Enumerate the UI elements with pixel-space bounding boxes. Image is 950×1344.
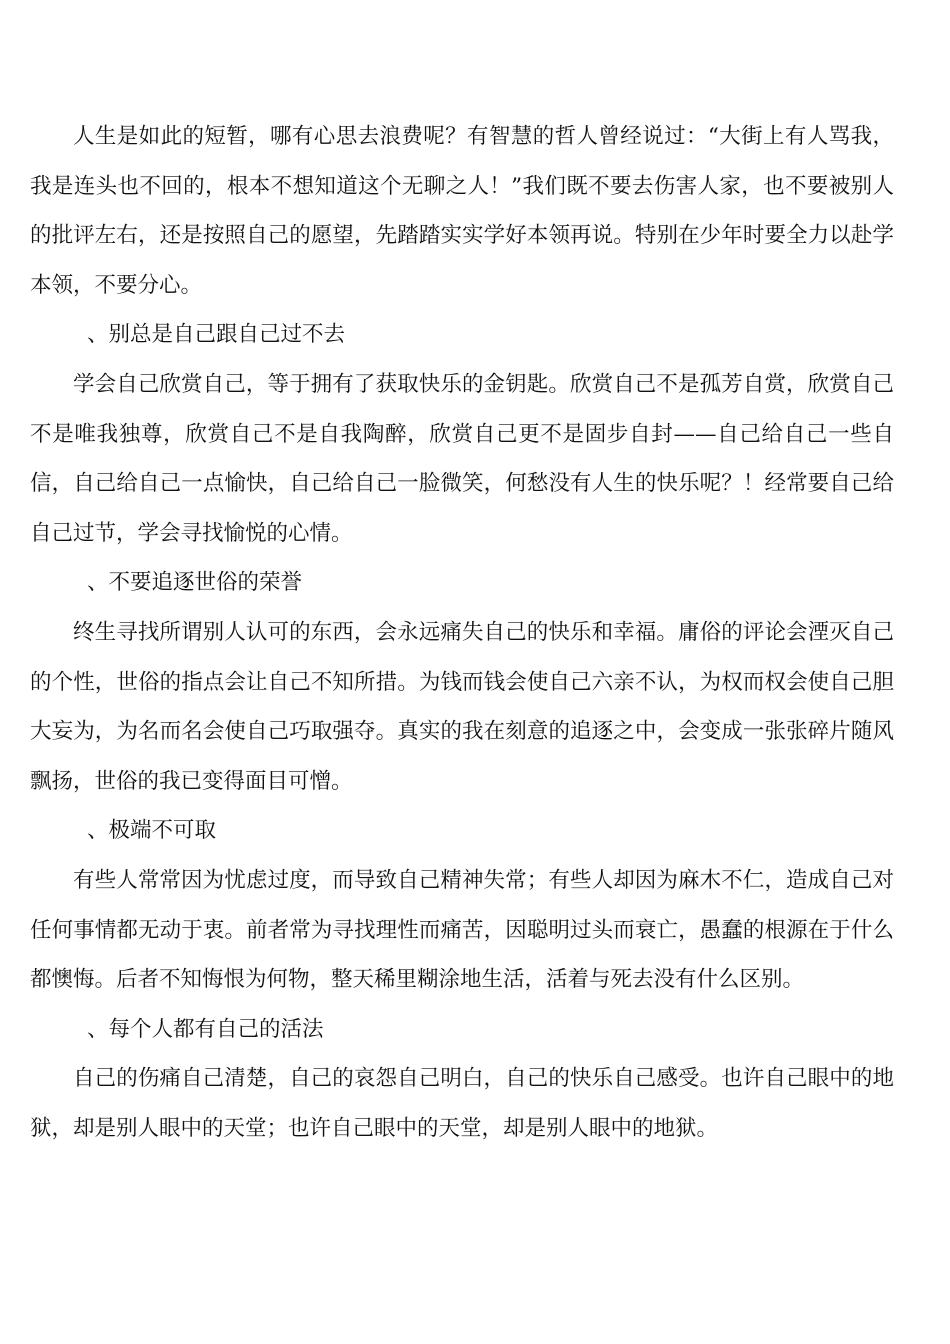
paragraph-extremes: 有些人常常因为忧虑过度，而导致自己精神失常；有些人却因为麻木不仁，造成自己对任何事情都无动于衷。前者常为寻找理性而痛苦，因聪明过头而衰亡，愚蠢的根源在于什么都懊悔。后者不知悔恨为何物，整天稀里糊涂地生活，活着与死去没有什么区别。 [30,867,894,993]
paragraph-short-life: 人生是如此的短暂，哪有心思去浪费呢？有智慧的哲人曾经说过：“大街上有人骂我，我是连头也不回的，根本不想知道这个无聊之人！”我们既不要去伤害人家，也不要被别人的批评左右，还是按照自己的愿望，先踏踏实实学好本领再说。特别在少年时要全力以赴学本领，不要分心。 [30,124,894,298]
heading-extremes-undesirable: 、极端不可取 [87,818,217,844]
heading-dont-be-hard-on-yourself: 、别总是自己跟自己过不去 [87,322,346,348]
heading-dont-chase-worldly-honor: 、不要追逐世俗的荣誉 [87,570,303,596]
paragraph-appreciate-yourself: 学会自己欣赏自己，等于拥有了获取快乐的金钥匙。欣赏自己不是孤芳自赏，欣赏自己不是唯我独尊，欣赏自己不是自我陶醉，欣赏自己更不是固步自封——自己给自己一些自信，自己给自己一点愉快，自己给自己一脸微笑，何愁没有人生的快乐呢？！经常要自己给自己过节，学会寻找愉悦的心情。 [30,371,894,546]
heading-everyone-own-way: 、每个人都有自己的活法 [87,1016,324,1042]
document-page [30,112,894,1153]
paragraph-own-way: 自己的伤痛自己清楚，自己的哀怨自己明白，自己的快乐自己感受。也许自己眼中的地狱，却是别人眼中的天堂；也许自己眼中的天堂，却是别人眼中的地狱。 [30,1066,894,1141]
paragraph-worldly-honor: 终生寻找所谓别人认可的东西，会永远痛失自己的快乐和幸福。庸俗的评论会湮灭自己的个性，世俗的指点会让自己不知所措。为钱而钱会使自己六亲不认，为权而权会使自己胆大妄为，为名而名会使自己巧取强夺。真实的我在刻意的追逐之中，会变成一张张碎片随风飘扬，世俗的我已变得面目可憎。 [30,619,894,794]
